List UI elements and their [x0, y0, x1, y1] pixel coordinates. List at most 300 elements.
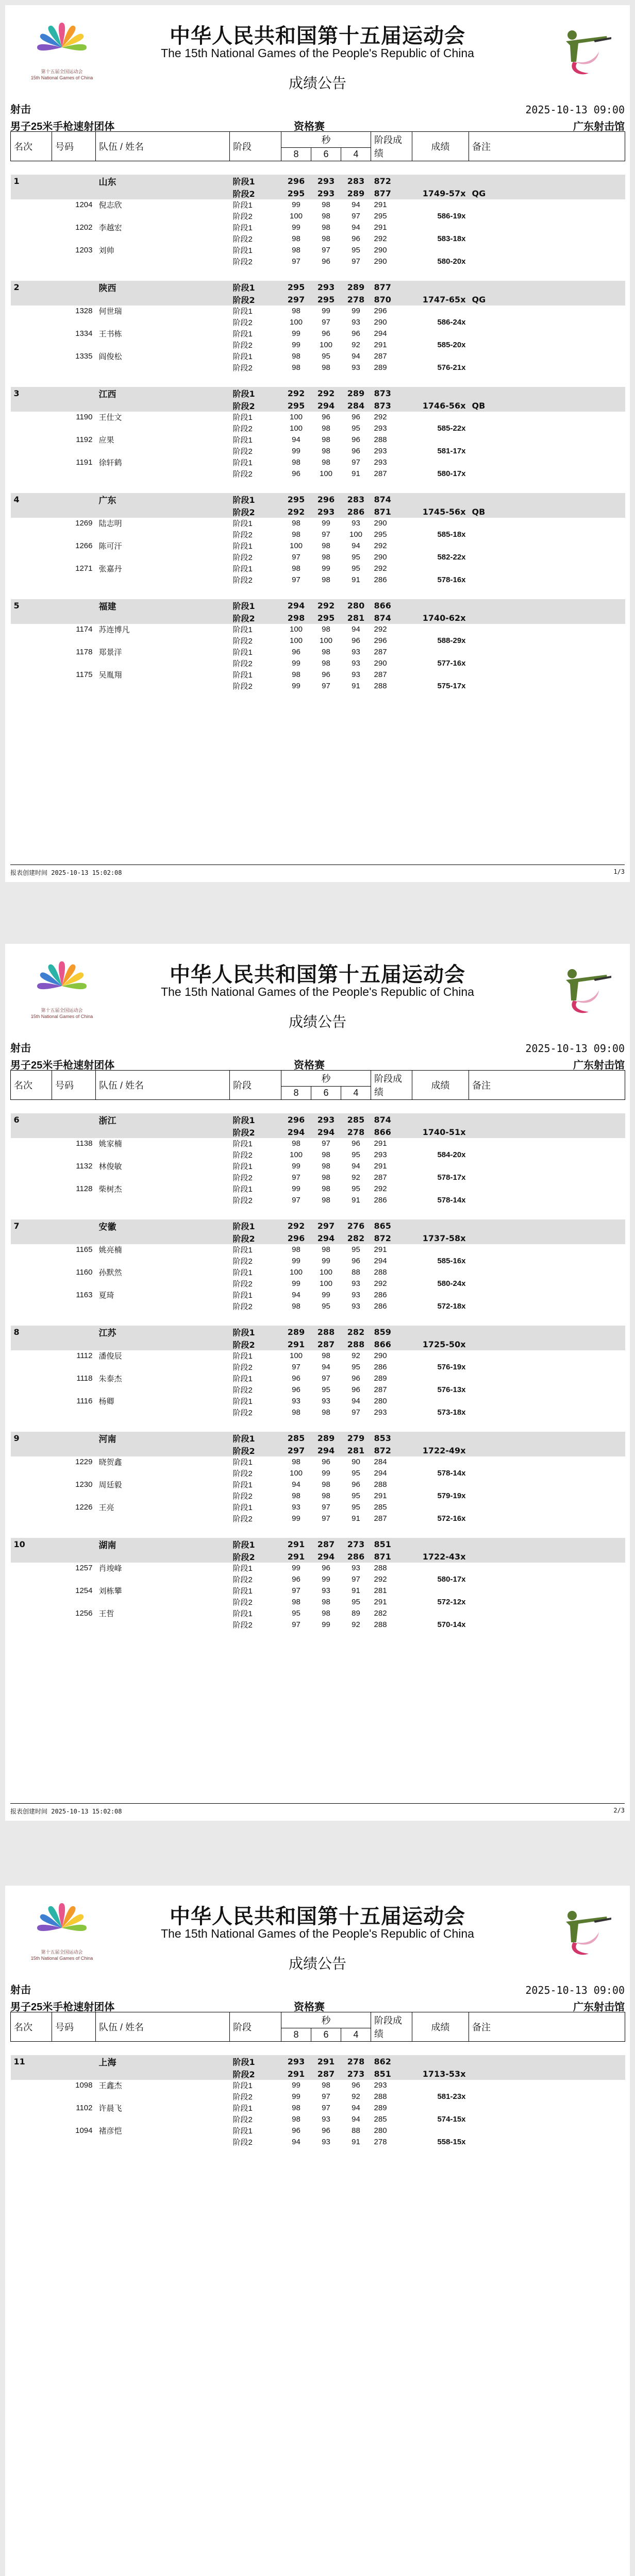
athlete-row [11, 1256, 625, 1267]
series-4s: 96 [352, 1257, 360, 1265]
col-score: 成绩 [412, 2012, 469, 2042]
series-8s: 296 [281, 1113, 311, 1126]
athlete-name [96, 1278, 230, 1290]
team-name: 广东 [96, 493, 230, 506]
series-4s: 95 [352, 564, 360, 573]
series-8s: 93 [292, 1397, 300, 1405]
series-4s: 91 [352, 1586, 360, 1595]
stage-total: 281 [374, 1586, 387, 1595]
athlete-rank [11, 1574, 52, 1585]
event-datetime: 2025-10-13 09:00 [525, 1042, 625, 1055]
shooting-pictogram-icon [558, 1901, 614, 1963]
series-8s: 295 [281, 281, 311, 294]
stage-total: 285 [374, 1503, 387, 1512]
stage-label: 阶段1 [230, 1538, 281, 1551]
stage-label: 阶段2 [232, 1598, 253, 1607]
series-4s: 279 [341, 1432, 371, 1445]
series-8s: 100 [289, 636, 303, 645]
series-6s: 293 [311, 281, 341, 294]
athlete-rank [11, 658, 52, 669]
athlete-rank [11, 1619, 52, 1631]
athlete-rank [11, 1490, 52, 1502]
stage-label: 阶段2 [232, 682, 253, 691]
athlete-name: 杨卿 [98, 1397, 114, 1406]
meta-row-2 [5, 1996, 630, 2012]
athlete-remark [469, 423, 625, 434]
stage-total: 291 [374, 1162, 387, 1171]
team-bib [52, 1326, 96, 1338]
series-6s: 291 [311, 2055, 341, 2068]
series-4s: 91 [352, 575, 360, 584]
series-6s: 98 [322, 223, 330, 232]
series-8s: 94 [292, 2138, 300, 2146]
team-rank [11, 400, 52, 412]
athlete-bib: 1229 [75, 1458, 93, 1466]
athlete-rank [11, 1244, 52, 1256]
athlete-remark [469, 1407, 625, 1418]
team-bib [52, 1445, 96, 1456]
team-rank [11, 294, 52, 306]
col-score: 成绩 [412, 132, 469, 161]
report-header [5, 1886, 630, 1981]
series-6s: 97 [322, 682, 330, 690]
athlete-bib: 1118 [76, 1374, 93, 1383]
title-en: The 15th National Games of the People's Republic of China [161, 46, 474, 60]
series-8s: 98 [292, 1458, 300, 1466]
stage-label: 阶段2 [232, 341, 253, 350]
team-rank [11, 612, 52, 624]
athlete-remark [469, 351, 625, 362]
series-6s: 98 [322, 363, 330, 372]
athlete-score: 585-18x [437, 530, 466, 539]
athlete-name [96, 340, 230, 351]
athlete-bib [52, 1384, 96, 1396]
series-4s: 97 [352, 1408, 360, 1417]
athlete-bib [52, 1149, 96, 1161]
team-name [96, 506, 230, 518]
stage-label: 阶段2 [232, 318, 253, 327]
athlete-row [11, 647, 625, 658]
athlete-score: 576-13x [437, 1385, 466, 1394]
col-team-name: 队伍 / 姓名 [96, 2012, 230, 2042]
team-name [96, 1338, 230, 1350]
series-6s: 100 [319, 636, 333, 645]
series-4s: 96 [352, 636, 360, 645]
athlete-remark [469, 1396, 625, 1407]
athlete-name: 王书栋 [98, 329, 122, 338]
athlete-score [412, 2125, 469, 2137]
athlete-remark [469, 1195, 625, 1206]
athlete-bib [52, 1619, 96, 1631]
athlete-row [11, 563, 625, 574]
series-6s: 95 [322, 1302, 330, 1311]
spacer-row [11, 1100, 625, 1113]
team-remark [469, 1338, 625, 1350]
series-8s: 98 [292, 2115, 300, 2124]
athlete-row [11, 1384, 625, 1396]
athlete-remark [469, 518, 625, 529]
stage-label: 阶段1 [232, 1564, 253, 1573]
athlete-row [11, 457, 625, 468]
series-4s: 95 [352, 1492, 360, 1500]
athlete-row [11, 256, 625, 267]
svg-text:第十五届全国运动会: 第十五届全国运动会 [41, 1008, 83, 1013]
athlete-row [11, 1608, 625, 1619]
team-rank [11, 188, 52, 199]
series-4s: 285 [341, 1113, 371, 1126]
athlete-rank [11, 518, 52, 529]
spacer-row [11, 1418, 625, 1432]
stage-total: 290 [374, 257, 387, 266]
athlete-score [412, 563, 469, 574]
athlete-remark [469, 317, 625, 328]
athlete-score [412, 1267, 469, 1278]
series-8s: 99 [292, 1257, 300, 1265]
stage-label: 阶段2 [232, 1386, 253, 1395]
athlete-remark [469, 446, 625, 457]
athlete-remark [469, 306, 625, 317]
stage-label: 阶段1 [230, 281, 281, 294]
stage-total: 293 [374, 447, 387, 455]
athlete-name [96, 317, 230, 328]
sport-name: 射击 [10, 1985, 31, 1996]
athlete-remark [469, 1138, 625, 1149]
report-created-time: 报表创建时间 2025-10-13 15:02:08 [10, 1808, 122, 1815]
series-8s: 100 [289, 413, 303, 421]
series-8s: 99 [292, 223, 300, 232]
athlete-bib: 1335 [75, 352, 93, 361]
athlete-row [11, 1244, 625, 1256]
page-footer [10, 865, 625, 877]
stage-label: 阶段1 [232, 413, 253, 422]
spacer-row [11, 2042, 625, 2055]
athlete-name [96, 1490, 230, 1502]
athlete-score [412, 199, 469, 211]
athlete-rank [11, 1267, 52, 1278]
stage-label: 阶段1 [232, 307, 253, 316]
series-6s: 99 [322, 307, 330, 315]
stage-total: 286 [374, 1196, 387, 1205]
series-4s: 95 [352, 1503, 360, 1512]
event-name: 男子25米手枪速射团体 [10, 2002, 115, 2013]
athlete-name: 刘栋攀 [98, 1586, 122, 1596]
athlete-bib [52, 1574, 96, 1585]
athlete-row [11, 1138, 625, 1149]
team-name [96, 1232, 230, 1244]
series-8s: 100 [289, 212, 303, 221]
athlete-remark [469, 1574, 625, 1585]
col-stage-total: 阶段成绩 [371, 2012, 412, 2042]
col-remark: 备注 [469, 132, 625, 161]
series-6s: 295 [311, 612, 341, 624]
series-8s: 98 [292, 307, 300, 315]
athlete-bib: 1334 [75, 329, 93, 338]
col-rank: 名次 [11, 1071, 52, 1100]
series-6s: 94 [322, 1363, 330, 1371]
athlete-rank [11, 434, 52, 446]
athlete-name: 陆志明 [98, 519, 122, 528]
team-bib [52, 2068, 96, 2080]
athlete-bib: 1116 [76, 1397, 93, 1405]
athlete-rank [11, 222, 52, 233]
athlete-name: 阎俊松 [98, 352, 122, 361]
series-6s: 93 [322, 1397, 330, 1405]
col-8s: 8 [281, 2028, 311, 2042]
team-remark [469, 281, 625, 294]
series-6s: 98 [322, 1408, 330, 1417]
col-6s: 6 [311, 1087, 341, 1100]
stage-total: 877 [371, 188, 412, 199]
team-score: 1749-57x [412, 188, 469, 199]
series-8s: 289 [281, 1326, 311, 1338]
stage-label: 阶段2 [232, 1363, 253, 1372]
stage-total: 291 [374, 200, 387, 209]
athlete-bib: 1203 [75, 246, 93, 255]
athlete-rank [11, 529, 52, 540]
meta-row-1 [5, 100, 630, 116]
series-8s: 99 [292, 1514, 300, 1523]
athlete-bib: 1128 [76, 1184, 93, 1193]
venue-name: 广东射击馆 [573, 1060, 625, 1071]
athlete-row [11, 1267, 625, 1278]
stage-label: 阶段2 [232, 235, 253, 244]
sport-name: 射击 [10, 1043, 31, 1054]
series-4s: 96 [352, 329, 360, 338]
athlete-rank [11, 1195, 52, 1206]
athlete-score: 586-24x [437, 318, 466, 327]
athlete-row [11, 2091, 625, 2103]
stage-label: 阶段2 [230, 506, 281, 518]
team-name [96, 188, 230, 199]
series-8s: 96 [292, 1385, 300, 1394]
spacer-row [11, 374, 625, 387]
team-row [11, 1338, 625, 1350]
series-4s: 93 [352, 1291, 360, 1299]
athlete-remark [469, 1468, 625, 1479]
stage-total: 853 [371, 1432, 412, 1445]
series-6s: 100 [319, 469, 333, 478]
series-6s: 98 [322, 575, 330, 584]
athlete-score [412, 647, 469, 658]
series-6s: 98 [322, 1184, 330, 1193]
team-row [11, 1219, 625, 1232]
meta-row-1 [5, 1039, 630, 1055]
athlete-rank [11, 2114, 52, 2125]
athlete-row [11, 328, 625, 340]
series-4s: 91 [352, 1196, 360, 1205]
team-row [11, 1326, 625, 1338]
athlete-row [11, 362, 625, 374]
stage-label: 阶段2 [230, 188, 281, 199]
team-remark [469, 599, 625, 612]
col-bib: 号码 [52, 1071, 96, 1100]
series-4s: 95 [352, 553, 360, 562]
col-stage: 阶段 [230, 1071, 281, 1100]
athlete-row [11, 306, 625, 317]
stage-label: 阶段1 [230, 2055, 281, 2068]
stage-total: 287 [374, 670, 387, 679]
stage-label: 阶段2 [230, 294, 281, 306]
athlete-remark [469, 1502, 625, 1513]
svg-text:15th National Games of China: 15th National Games of China [30, 1956, 93, 1961]
athlete-score: 581-23x [437, 2092, 466, 2101]
stage-total: 292 [374, 564, 387, 573]
series-4s: 93 [352, 1302, 360, 1311]
series-4s: 283 [341, 175, 371, 188]
athlete-bib: 1191 [76, 458, 93, 467]
shooting-pictogram-icon [558, 21, 614, 82]
athlete-name [96, 1149, 230, 1161]
stage-total: 294 [374, 1257, 387, 1265]
series-6s: 98 [322, 1598, 330, 1606]
athlete-score [412, 1456, 469, 1468]
athlete-row [11, 1396, 625, 1407]
athlete-remark [469, 2114, 625, 2125]
series-8s: 97 [292, 575, 300, 584]
team-score [412, 175, 469, 188]
series-4s: 96 [352, 1374, 360, 1383]
athlete-bib [52, 1195, 96, 1206]
athlete-remark [469, 362, 625, 374]
athlete-score [412, 351, 469, 362]
athlete-remark [469, 2137, 625, 2148]
athlete-name [96, 1362, 230, 1373]
athlete-row [11, 1350, 625, 1362]
athlete-name [96, 2114, 230, 2125]
series-8s: 98 [292, 363, 300, 372]
team-rank: 3 [11, 387, 52, 400]
stage-total: 284 [374, 1458, 387, 1466]
series-8s: 297 [281, 1445, 311, 1456]
athlete-remark [469, 340, 625, 351]
stage-label: 阶段1 [232, 542, 253, 551]
athlete-name: 夏琦 [98, 1291, 114, 1300]
team-bib [52, 1551, 96, 1563]
col-team-name: 队伍 / 姓名 [96, 1071, 230, 1100]
athlete-name: 张嘉丹 [98, 564, 122, 573]
stage-total: 289 [374, 1374, 387, 1383]
athlete-bib [52, 446, 96, 457]
athlete-name: 倪志欣 [98, 200, 122, 210]
col-stage-total: 阶段成绩 [371, 132, 412, 161]
series-4s: 95 [352, 1598, 360, 1606]
team-row [11, 294, 625, 306]
team-remark [469, 1538, 625, 1551]
stage-total: 286 [374, 575, 387, 584]
athlete-row [11, 1149, 625, 1161]
team-bib [52, 281, 96, 294]
stage-label: 阶段2 [232, 425, 253, 433]
athlete-remark [469, 328, 625, 340]
team-name: 浙江 [96, 1113, 230, 1126]
series-8s: 96 [292, 1374, 300, 1383]
series-8s: 98 [292, 246, 300, 255]
stage-total: 292 [374, 413, 387, 421]
series-6s: 294 [311, 1126, 341, 1138]
athlete-rank [11, 1468, 52, 1479]
team-remark [469, 1126, 625, 1138]
athlete-row [11, 1456, 625, 1468]
athlete-rank [11, 423, 52, 434]
series-4s: 96 [352, 1139, 360, 1148]
series-4s: 97 [352, 458, 360, 467]
team-score: 1725-50x [412, 1338, 469, 1350]
athlete-row [11, 2137, 625, 2148]
series-6s: 95 [322, 352, 330, 361]
spacer-row [11, 1524, 625, 1538]
team-rank [11, 1338, 52, 1350]
stage-total: 865 [371, 1219, 412, 1232]
athlete-name [96, 446, 230, 457]
series-4s: 280 [341, 599, 371, 612]
athlete-score: 577-16x [437, 659, 466, 668]
series-8s: 98 [292, 519, 300, 528]
stage-label: 阶段1 [232, 1185, 253, 1194]
athlete-name: 应果 [98, 435, 114, 445]
series-8s: 296 [281, 175, 311, 188]
stage-label: 阶段2 [232, 1492, 253, 1501]
team-score [412, 281, 469, 294]
athlete-score [412, 1244, 469, 1256]
series-4s: 95 [352, 1469, 360, 1478]
athlete-name: 刘帅 [98, 246, 114, 255]
athlete-name [96, 2137, 230, 2148]
athlete-score: 580-17x [437, 1575, 466, 1584]
series-4s: 92 [352, 2092, 360, 2101]
series-8s: 97 [292, 553, 300, 562]
team-remark: QG [469, 294, 625, 306]
stage-label: 阶段2 [230, 1445, 281, 1456]
athlete-bib [52, 1513, 96, 1524]
athlete-score [412, 412, 469, 423]
athlete-rank [11, 1350, 52, 1362]
stage-total: 292 [374, 234, 387, 243]
athlete-score: 579-19x [437, 1492, 466, 1500]
series-8s: 98 [292, 2104, 300, 2112]
series-6s: 99 [322, 564, 330, 573]
series-8s: 98 [292, 670, 300, 679]
athlete-score [412, 1608, 469, 1619]
athlete-row [11, 199, 625, 211]
athlete-row [11, 1278, 625, 1290]
athlete-rank [11, 1138, 52, 1149]
stage-total: 287 [374, 1514, 387, 1523]
athlete-score [412, 518, 469, 529]
col-team-name: 队伍 / 姓名 [96, 132, 230, 161]
series-4s: 91 [352, 469, 360, 478]
series-8s: 97 [292, 257, 300, 266]
stage-total: 292 [374, 1184, 387, 1193]
event-datetime: 2025-10-13 09:00 [525, 1984, 625, 1996]
team-name [96, 400, 230, 412]
series-6s: 98 [322, 541, 330, 550]
venue-name: 广东射击馆 [573, 2002, 625, 2013]
series-8s: 100 [289, 541, 303, 550]
athlete-rank [11, 1407, 52, 1418]
series-8s: 99 [292, 1184, 300, 1193]
stage-label: 阶段2 [230, 2068, 281, 2080]
series-8s: 98 [292, 352, 300, 361]
series-6s: 98 [322, 1196, 330, 1205]
series-6s: 294 [311, 400, 341, 412]
athlete-bib [52, 552, 96, 563]
athlete-row [11, 552, 625, 563]
series-6s: 293 [311, 506, 341, 518]
series-8s: 100 [289, 1268, 303, 1277]
athlete-bib [52, 1490, 96, 1502]
series-4s: 94 [352, 2104, 360, 2112]
athlete-rank [11, 306, 52, 317]
